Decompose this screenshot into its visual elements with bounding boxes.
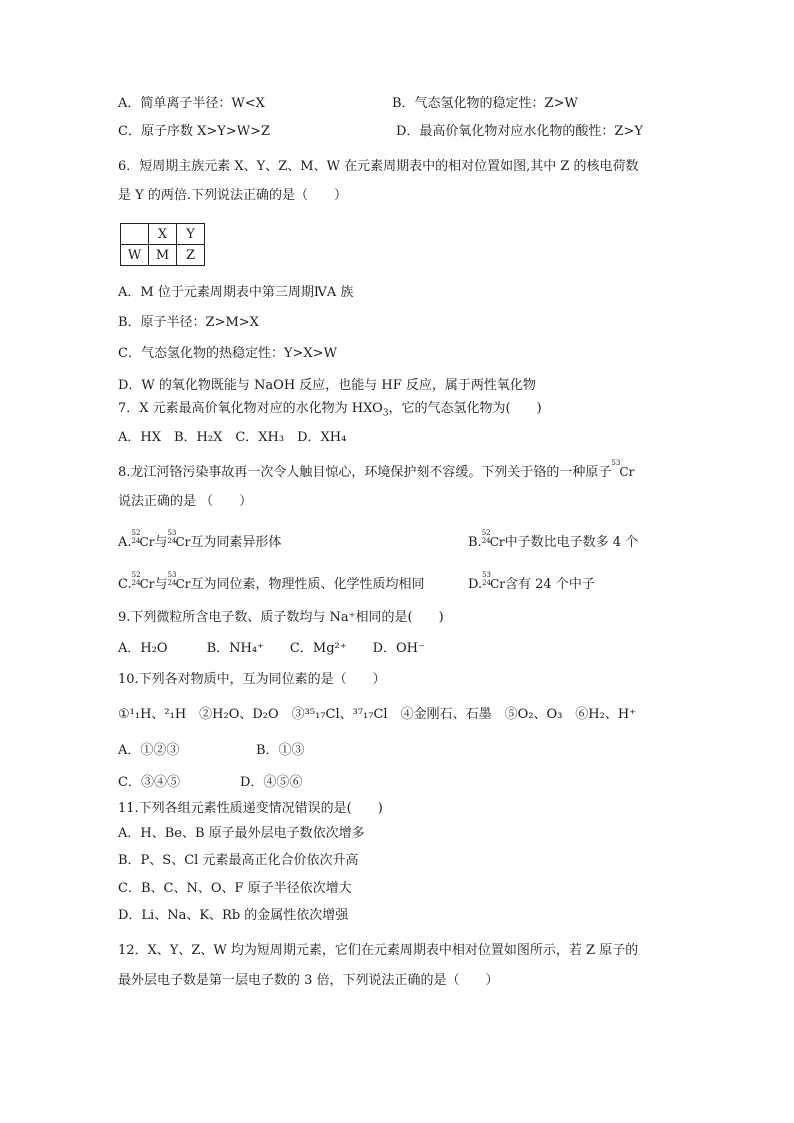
- q10-option-a: A．①②③: [118, 743, 180, 758]
- q10-option-d: D．④⑤⑥: [240, 775, 303, 790]
- option-letter: C.: [118, 577, 132, 592]
- q12-stem-line2: 最外层电子数是第一层电子数的 3 倍，下列说法正确的是（ ）: [118, 973, 499, 988]
- table-cell: Z: [177, 245, 205, 266]
- q10-option-c: C．③④⑤: [118, 775, 180, 790]
- cr-isotope: [131, 571, 155, 593]
- q7-stem-post: ，它的气态氢化物为( ): [388, 401, 542, 416]
- option-letter: A.: [118, 535, 132, 550]
- q6-option-c: C．气态氢化物的热稳定性：Y>X>W: [118, 346, 337, 361]
- table-cell: M: [149, 245, 177, 266]
- q6-option-a: A．M 位于元素周期表中第三周期ⅣA 族: [118, 285, 354, 300]
- q5-option-a: A．简单离子半径：W<X: [118, 96, 265, 111]
- isotope-mass: 53: [167, 529, 177, 537]
- q6-stem-line1: 6．短周期主族元素 X、Y、Z、M、W 在元素周期表中的相对位置如图,其中 Z 的核电荷数: [118, 159, 639, 174]
- isotope-number: 24: [131, 537, 141, 545]
- q7-stem: [118, 400, 542, 418]
- isotope-mass: 52: [131, 529, 141, 537]
- isotope-symbol: Cr: [175, 535, 191, 549]
- cr-isotope: [481, 529, 505, 551]
- isotope-number: 24: [167, 579, 177, 587]
- cr-isotope: [482, 571, 506, 593]
- isotope-mass: 53: [167, 571, 177, 579]
- q5-option-d: D．最高价氧化物对应水化物的酸性：Z>Y: [396, 124, 643, 139]
- option-text: 与: [154, 535, 168, 550]
- q12-stem-line1: 12．X、Y、Z、W 均为短周期元素，它们在元素周期表中相对位置如图所示，若 Z 原子的: [118, 943, 639, 958]
- option-text: 互为同位素，物理性质、化学性质均相同: [190, 577, 425, 592]
- isotope-symbol: Cr: [175, 577, 191, 591]
- q6-option-b: B．原子半径：Z>M>X: [118, 315, 259, 330]
- isotope-number: 24: [481, 537, 491, 545]
- table-cell: Y: [177, 224, 205, 245]
- isotope-number: 24: [482, 579, 492, 587]
- cr-isotope: [167, 571, 191, 593]
- cr-isotope: [167, 529, 191, 551]
- option-letter: D.: [468, 577, 483, 592]
- isotope-symbol: Cr: [489, 535, 505, 549]
- table-cell: X: [149, 224, 177, 245]
- q11-option-a: A．H、Be、B 原子最外层电子数依次增多: [118, 826, 365, 841]
- q7-options: A．HX B．H₂X C．XH₃ D．XH₄: [118, 430, 347, 445]
- option-text: 中子数比电子数多 4 个: [504, 535, 639, 550]
- q5-option-b: B．气态氢化物的稳定性：Z>W: [392, 96, 578, 111]
- q11-option-d: D．Li、Na、K、Rb 的金属性依次增强: [118, 908, 349, 923]
- q11-stem: 11.下列各组元素性质递变情况错误的是( ): [118, 801, 383, 816]
- isotope-number: 24: [131, 579, 141, 587]
- isotope-symbol: Cr: [139, 535, 155, 549]
- isotope-number: 24: [167, 537, 177, 545]
- q8-stem-line2: 说法正确的是 （ ）: [118, 494, 253, 509]
- isotope-mass: 53: [611, 459, 621, 467]
- periodic-position-table: [120, 223, 205, 266]
- cr-isotope: [131, 529, 155, 551]
- isotope-symbol: Cr: [139, 577, 155, 591]
- q10-stem: 10.下列各对物质中，互为同位素的是（ ）: [118, 672, 386, 687]
- table-cell: [121, 224, 149, 245]
- q6-stem-line2: 是 Y 的两倍.下列说法正确的是（ ）: [118, 188, 347, 203]
- q8-option-c: [118, 571, 425, 594]
- option-text: 互为同素异形体: [190, 535, 282, 550]
- option-text: 含有 24 个中子: [505, 577, 595, 592]
- isotope-mass: 52: [481, 529, 491, 537]
- isotope-mass: 52: [131, 571, 141, 579]
- q9-stem: 9.下列微粒所含电子数、质子数均与 Na⁺相同的是( ): [118, 610, 444, 625]
- isotope-symbol: Cr: [490, 577, 506, 591]
- q8-option-a: [118, 529, 282, 552]
- isotope-mass: 53: [482, 571, 492, 579]
- option-text: 与: [154, 577, 168, 592]
- q8-stem-text: 8.龙江河铬污染事故再一次令人触目惊心，环境保护刻不容缓。下列关于铬的一种原子: [118, 465, 612, 480]
- q11-option-c: C．B、C、N、O、F 原子半径依次增大: [118, 881, 352, 896]
- q5-option-c: C．原子序数 X>Y>W>Z: [118, 124, 270, 139]
- q10-option-b: B．①③: [256, 743, 305, 758]
- q8-option-d: [468, 571, 595, 594]
- q11-option-b: B．P、S、Cl 元素最高正化合价依次升高: [118, 853, 359, 868]
- cr-isotope: [611, 459, 635, 481]
- q10-items: ①¹₁H、²₁H ②H₂O、D₂O ③³⁵₁₇Cl、³⁷₁₇Cl ④金刚石、石墨 ⑤O₂、O₃ ⑥H₂、H⁺: [118, 707, 637, 722]
- q7-stem-pre: 7．X 元素最高价氧化物对应的水化物为 HXO: [118, 401, 383, 416]
- q6-option-d: D．W 的氧化物既能与 NaOH 反应，也能与 HF 反应，属于两性氧化物: [118, 378, 536, 393]
- isotope-symbol: Cr: [619, 465, 635, 479]
- q7-stem-sub: 3: [382, 408, 389, 419]
- table-cell: W: [121, 245, 149, 266]
- q9-options: A．H₂O B．NH₄⁺ C．Mg²⁺ D．OH⁻: [118, 641, 425, 656]
- q8-stem-line1: [118, 459, 635, 482]
- option-letter: B.: [468, 535, 482, 550]
- q8-option-b: [468, 529, 639, 552]
